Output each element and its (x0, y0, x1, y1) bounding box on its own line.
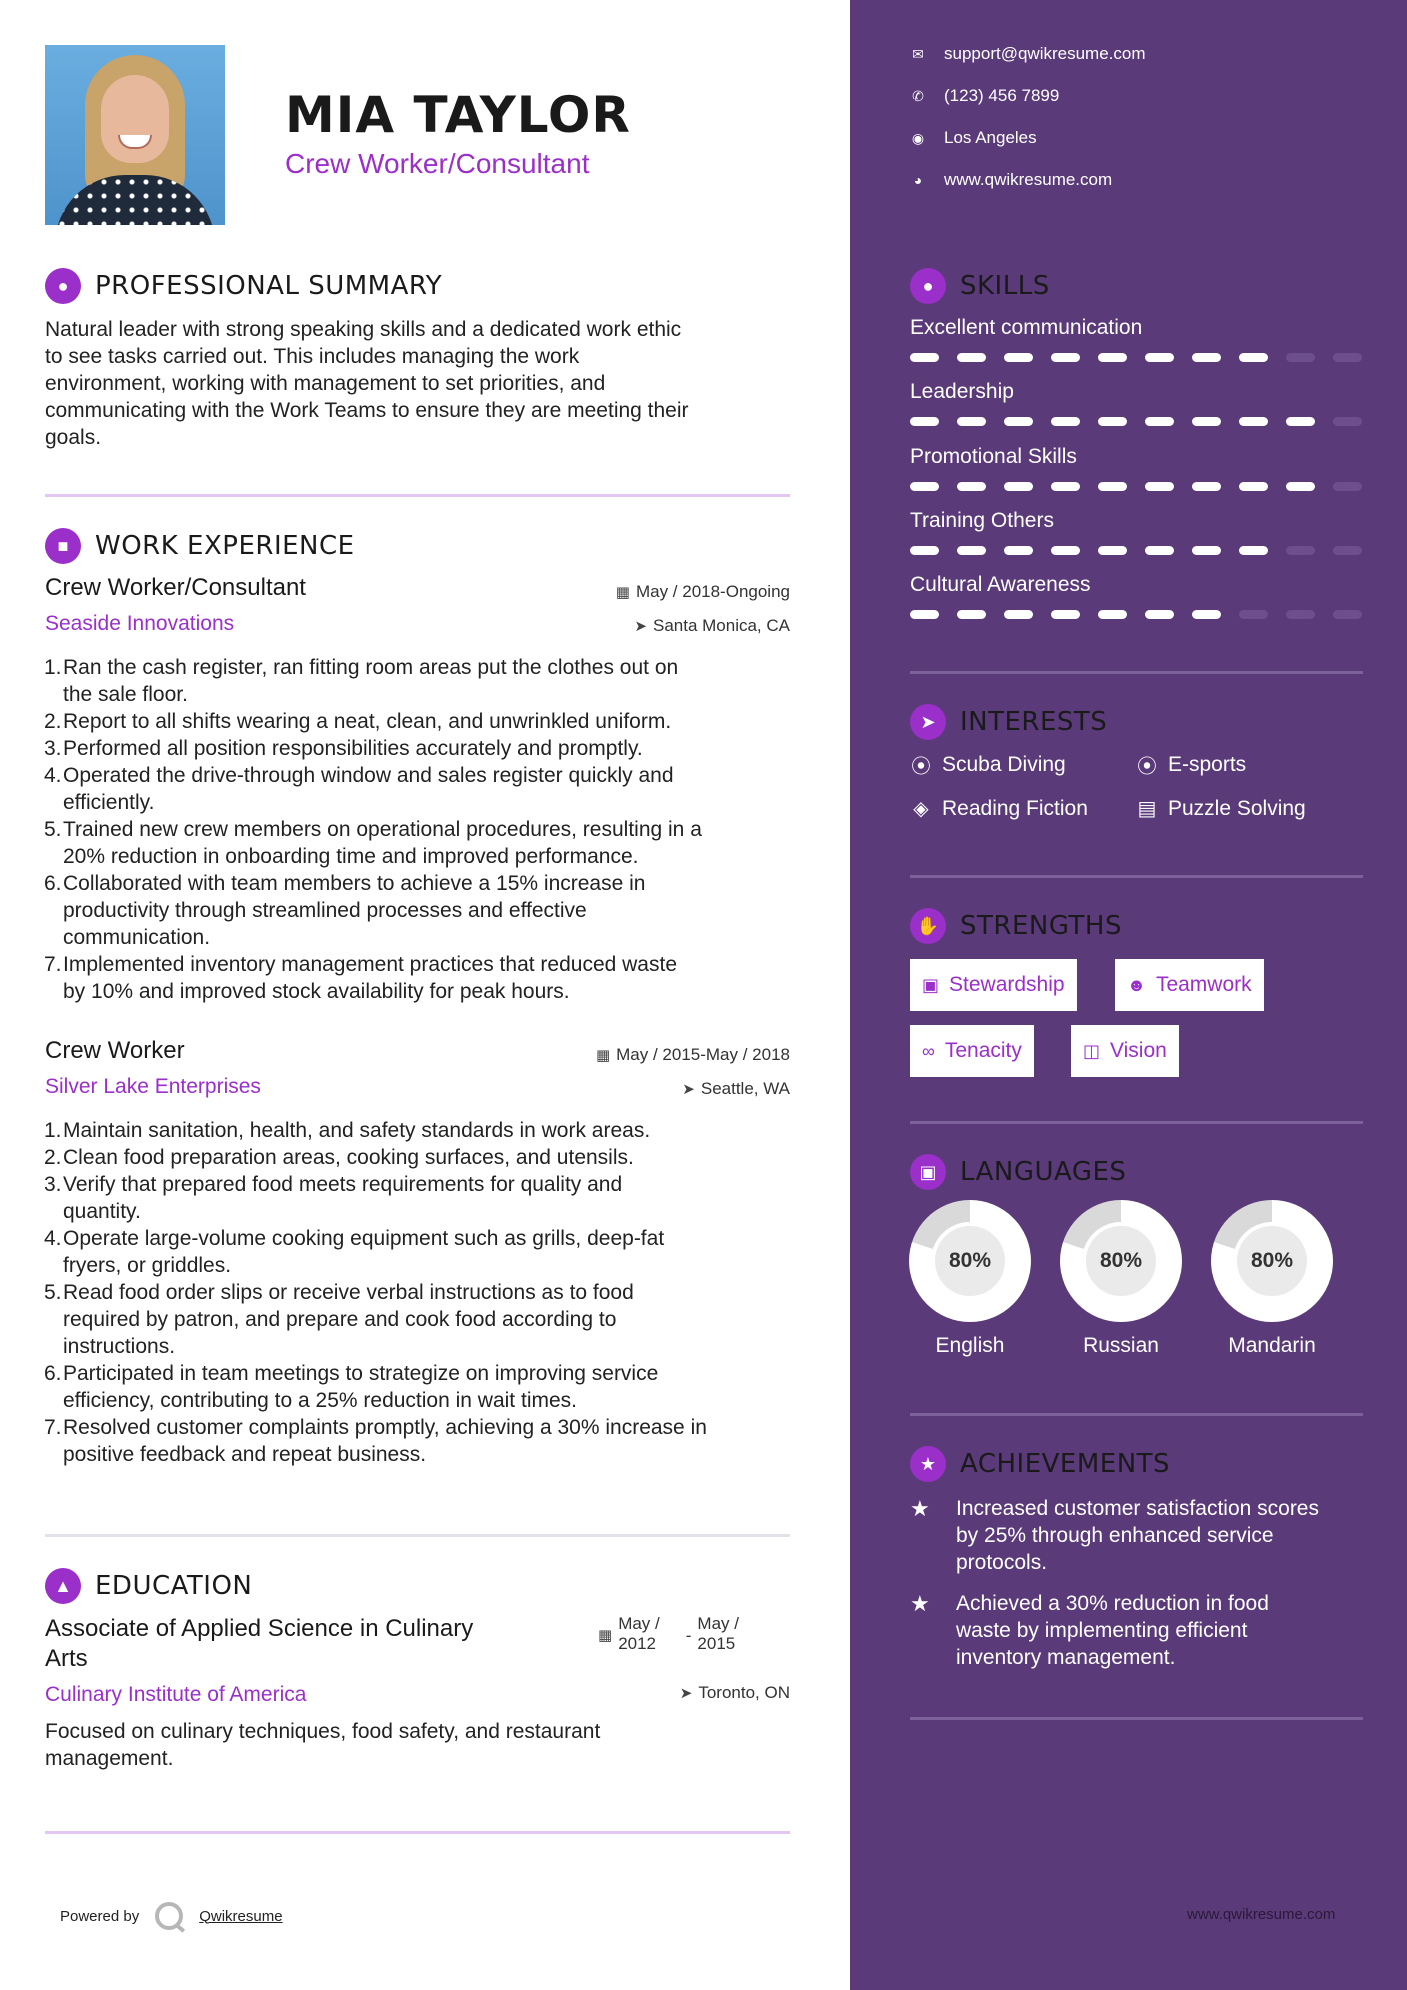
section-divider (910, 1413, 1363, 1416)
footer-website[interactable]: www.qwikresume.com (1187, 1906, 1336, 1923)
qwikresume-logo-icon (155, 1902, 183, 1930)
strength-chip: ∞ Tenacity (910, 1025, 1034, 1077)
skill-label: Promotional Skills (910, 445, 1077, 468)
skill-dash (910, 353, 939, 362)
globe-icon: ◕ (913, 172, 923, 188)
strengths-heading: ✋ STRENGTHS (910, 908, 1122, 944)
skill-dash (1145, 482, 1174, 491)
candidate-title: Crew Worker/Consultant (285, 148, 590, 179)
calendar-icon: ▦ (595, 1047, 611, 1064)
skill-dash (1333, 546, 1362, 555)
fist-icon: ✋ (910, 908, 946, 944)
language-item: 80% Russian (1060, 1200, 1182, 1358)
strength-chip: ◫ Vision (1071, 1025, 1179, 1077)
skill-meter (910, 482, 1362, 491)
book-icon: ▤ (1137, 798, 1157, 820)
skill-dash (1145, 417, 1174, 426)
strength-chip: ☻ Teamwork (1115, 959, 1264, 1011)
degree-title: Associate of Applied Science in Culinary Arts (45, 1615, 474, 1672)
experience-heading: ■ WORK EXPERIENCE (45, 528, 355, 564)
skill-dash (957, 546, 986, 555)
skill-dash (1098, 610, 1127, 619)
skill-label: Leadership (910, 380, 1014, 403)
education-location: ➤ Toronto, ON (679, 1683, 790, 1702)
section-divider (45, 1831, 790, 1834)
skill-dash (957, 482, 986, 491)
company-name: Seaside Innovations (45, 612, 235, 635)
company-name: Silver Lake Enterprises (45, 1075, 261, 1098)
candidate-name: MIA TAYLOR (285, 86, 631, 144)
skill-dash (1098, 482, 1127, 491)
skill-dash (1098, 417, 1127, 426)
skill-dash (1004, 417, 1033, 426)
calendar-icon: ▦ (598, 1627, 613, 1644)
lifebuoy-icon: ⦿ (911, 756, 931, 778)
skill-dash (1051, 417, 1080, 426)
skill-label: Cultural Awareness (910, 573, 1091, 596)
section-divider (910, 1121, 1363, 1124)
achievement-item: ★ Achieved a 30% reduction in food waste by implementing efficient inventory management. (910, 1591, 1269, 1669)
achievements-heading: ★ ACHIEVEMENTS (910, 1446, 1170, 1482)
briefcase-icon: ▣ (922, 974, 940, 995)
graduation-cap-icon: ▲ (45, 1568, 81, 1604)
list-item: 3. Performed all position responsibilities accurately and promptly. (44, 737, 643, 760)
lifebuoy-icon: ⦿ (1137, 756, 1157, 778)
pin-icon: ➤ (679, 1685, 693, 1702)
translate-icon: ▣ (910, 1154, 946, 1190)
section-divider (910, 875, 1363, 878)
star-badge-icon: ★ (910, 1446, 946, 1482)
skill-dash (1004, 353, 1033, 362)
link-icon: ∞ (922, 1040, 935, 1061)
list-item: 1. Maintain sanitation, health, and safety standards in work areas. (44, 1119, 651, 1142)
list-item: 4. Operate large-volume cooking equipment such as grills, deep-fat fryers, or griddles. (44, 1227, 665, 1277)
education-heading: ▲ EDUCATION (45, 1568, 252, 1604)
shooting-star-icon: ★ (910, 1496, 930, 1521)
briefcase-icon: ■ (45, 528, 81, 564)
achievement-item: ★ Increased customer satisfaction scores by 25% through enhanced service protocols. (910, 1496, 1319, 1574)
skill-dash (1286, 610, 1315, 619)
list-item: 3. Verify that prepared food meets requirements for quality and quantity. (44, 1173, 623, 1223)
list-item: 7. Implemented inventory management practices that reduced waste by 10% and improved stock availability for peak hours. (44, 953, 677, 1003)
phone-icon: ✆ (912, 87, 924, 104)
footer-powered-by: Powered by Qwikresume (60, 1902, 283, 1930)
skill-dash (1145, 546, 1174, 555)
skill-label: Training Others (910, 509, 1054, 532)
interest-item: ⦿ Scuba Diving (910, 750, 1066, 779)
list-item: 4. Operated the drive-through window and sales register quickly and efficiently. (44, 764, 674, 814)
skill-dash (1051, 482, 1080, 491)
list-item: 7. Resolved customer complaints promptly, achieving a 30% increase in positive feedback and repeat business. (44, 1416, 707, 1466)
languages-heading: ▣ LANGUAGES (910, 1154, 1126, 1190)
section-divider (910, 671, 1363, 674)
skill-dash (1192, 546, 1221, 555)
job-title: Crew Worker (45, 1037, 185, 1064)
skill-dash (957, 353, 986, 362)
skill-meter (910, 353, 1362, 362)
envelope-icon: ✉ (912, 45, 924, 62)
skill-dash (1192, 610, 1221, 619)
skill-dash (1239, 546, 1268, 555)
summary-text: Natural leader with strong speaking skills and a dedicated work ethic to see tasks carried out. This includes managing the work environment, working with management to set priorities, and communicating with the Work Teams to ensure they are meeting their goals. (45, 318, 689, 449)
skill-dash (1145, 610, 1174, 619)
interest-item: ⦿ E-sports (1136, 750, 1246, 779)
skill-dash (1239, 610, 1268, 619)
strength-chip: ▣ Stewardship (910, 959, 1077, 1011)
list-item: 5. Trained new crew members on operational procedures, resulting in a 20% reduction in onboarding time and improved performance. (44, 818, 702, 868)
skill-dash (1192, 353, 1221, 362)
school-name: Culinary Institute of America (45, 1683, 307, 1706)
skill-dash (1004, 610, 1033, 619)
job-date: ▦ May / 2018-Ongoing (615, 582, 790, 601)
job-location: ➤ Santa Monica, CA (634, 616, 790, 635)
list-item: 2. Clean food preparation areas, cooking surfaces, and utensils. (44, 1146, 634, 1169)
language-item: 80% Mandarin (1211, 1200, 1333, 1358)
list-item: 2. Report to all shifts wearing a neat, clean, and unwrinkled uniform. (44, 710, 672, 733)
list-item: 6. Participated in team meetings to strategize on improving service efficiency, contributing to a 25% reduction in wait times. (44, 1362, 659, 1412)
section-divider (910, 1717, 1363, 1720)
skill-dash (1239, 353, 1268, 362)
language-item: 80% English (909, 1200, 1031, 1358)
pin-icon: ➤ (682, 1081, 695, 1098)
skill-dash (1333, 353, 1362, 362)
summary-heading: ● PROFESSIONAL SUMMARY (45, 268, 442, 304)
skill-dash (1051, 353, 1080, 362)
skill-dash (1286, 417, 1315, 426)
skill-meter (910, 546, 1362, 555)
user-icon: ● (45, 268, 81, 304)
skill-dash (910, 610, 939, 619)
lightbulb-icon: ● (910, 268, 946, 304)
map-marker-icon: ◉ (911, 129, 925, 146)
calendar-icon: ▦ (615, 584, 630, 601)
job-title: Crew Worker/Consultant (45, 574, 306, 601)
skill-dash (910, 546, 939, 555)
skill-dash (1051, 610, 1080, 619)
language-ring: 80% (909, 1200, 1031, 1322)
contact-email[interactable]: ✉ support@qwikresume.com (910, 44, 1146, 64)
skill-dash (1333, 610, 1362, 619)
skill-dash (1051, 546, 1080, 555)
skills-heading: ● SKILLS (910, 268, 1050, 304)
list-item: 5. Read food order slips or receive verbal instructions as to food required by patron, and prepare and cook food according to instructions. (44, 1281, 634, 1358)
users-icon: ☻ (1127, 974, 1146, 995)
gamepad-icon: ◈ (913, 798, 929, 820)
interest-item: ▤ Puzzle Solving (1137, 796, 1306, 820)
skill-dash (957, 417, 986, 426)
contact-phone[interactable]: ✆ (123) 456 7899 (910, 86, 1059, 106)
skill-dash (1192, 417, 1221, 426)
skill-dash (1286, 482, 1315, 491)
skill-dash (910, 417, 939, 426)
pin-icon: ➤ (634, 618, 647, 635)
profile-photo (45, 45, 225, 225)
job-duties-list (44, 1117, 813, 1468)
skill-dash (1239, 417, 1268, 426)
section-divider (45, 494, 790, 497)
skill-dash (1004, 546, 1033, 555)
binoculars-icon: ◫ (1083, 1040, 1101, 1061)
interests-heading: ➤ INTERESTS (910, 704, 1107, 740)
skill-dash (1192, 482, 1221, 491)
skill-label: Excellent communication (910, 316, 1143, 339)
skill-dash (1333, 417, 1362, 426)
education-description: Focused on culinary techniques, food safety, and restaurant management. (45, 1720, 601, 1770)
job-duties-list (44, 654, 813, 1005)
education-dates: ▦ May / 2012 - May / 2015 (598, 1614, 739, 1653)
language-ring: 80% (1060, 1200, 1182, 1322)
skill-dash (1239, 482, 1268, 491)
paper-plane-icon: ➤ (910, 704, 946, 740)
skill-dash (1098, 353, 1127, 362)
skill-dash (910, 482, 939, 491)
contact-location: ◉ Los Angeles (911, 128, 1037, 147)
section-divider (45, 1534, 790, 1537)
skill-dash (1098, 546, 1127, 555)
skill-meter (910, 610, 1362, 619)
skill-dash (1145, 353, 1174, 362)
skill-dash (957, 610, 986, 619)
skill-dash (1333, 482, 1362, 491)
skill-dash (1004, 482, 1033, 491)
skill-dash (1286, 546, 1315, 555)
job-date: ▦ May / 2015-May / 2018 (595, 1045, 790, 1064)
list-item: 1. Ran the cash register, ran fitting room areas put the clothes out on the sale floor. (44, 656, 679, 706)
skill-dash (1286, 353, 1315, 362)
interest-item: ◈ Reading Fiction (910, 796, 1088, 821)
language-ring: 80% (1211, 1200, 1333, 1322)
brand-link[interactable]: Qwikresume (199, 1907, 283, 1925)
contact-website[interactable]: ◕ www.qwikresume.com (910, 170, 1112, 190)
job-location: ➤ Seattle, WA (682, 1079, 790, 1098)
skill-meter (910, 417, 1362, 426)
list-item: 6. Collaborated with team members to achieve a 15% increase in productivity through streamlined processes and effective communication. (44, 872, 646, 949)
shooting-star-icon: ★ (910, 1591, 930, 1616)
